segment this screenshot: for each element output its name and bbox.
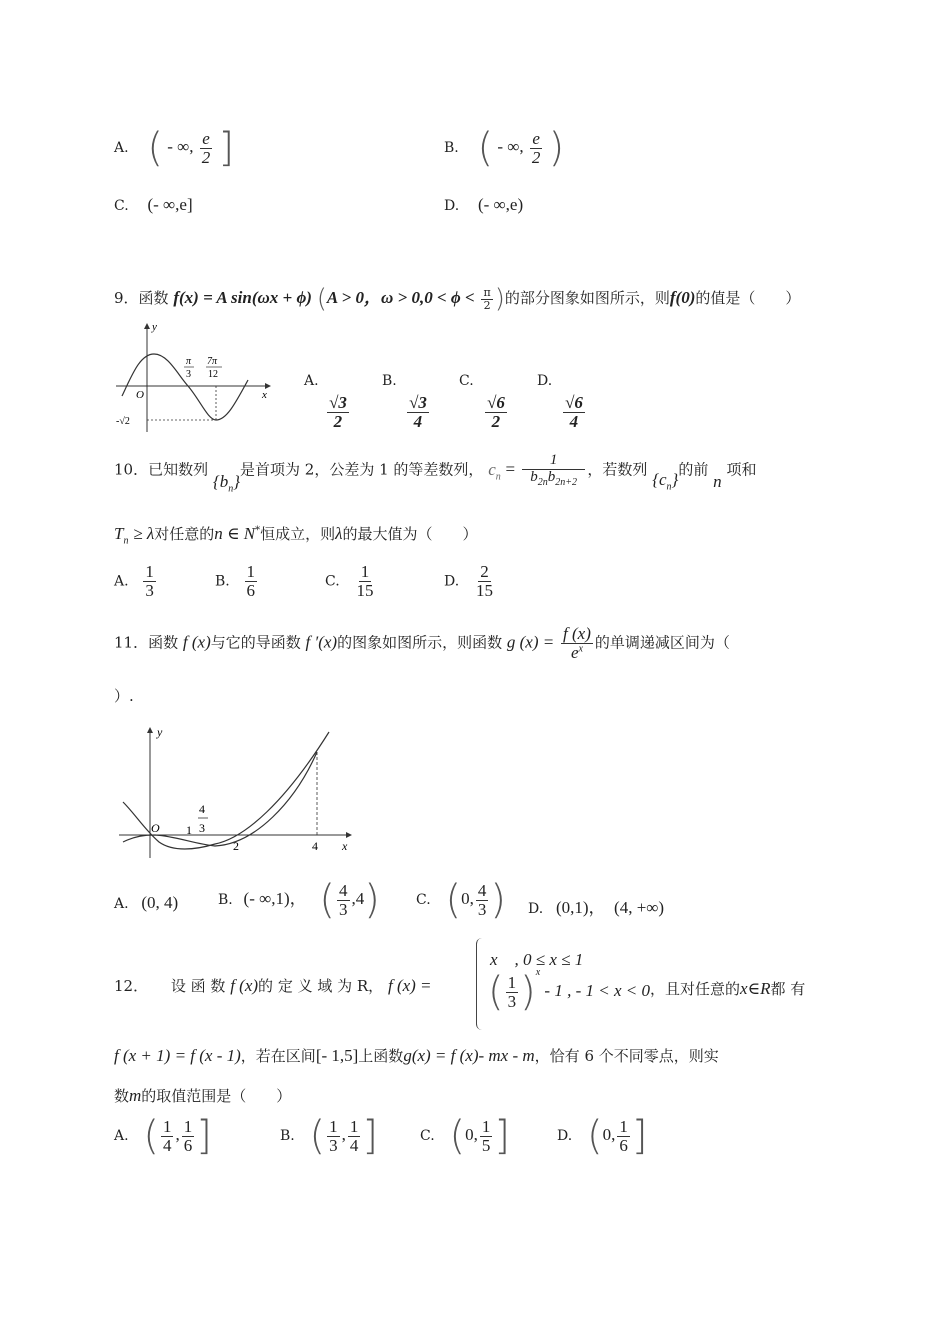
q9-stem: 9．函数 f(x) = A sin(ωx + ϕ) (A > 0，ω > 0,0 < ϕ < $\frac{\pi}{2}$ )的部分图象如图所示，则f(0)的值是（ ） — [114, 284, 801, 314]
sine-curve — [122, 354, 248, 420]
option-label: A. — [114, 139, 129, 156]
q12-case-2: ( $\frac{1}{3}$ )$^x$ - 1 , - 1 < x < 0 — [488, 967, 650, 1015]
q11-option-a[interactable]: A. (0, 4) — [114, 893, 179, 912]
q12-option-d[interactable]: D. (0, $\frac{1}{6}$ ] — [557, 1113, 648, 1159]
tick-4-3-den: 3 — [199, 821, 205, 835]
tick-4-3-num: 4 — [199, 802, 205, 816]
q10-option-b[interactable]: B. $\frac{1}{6}$ — [215, 562, 256, 600]
q12-case-1: x , 0 ≤ x ≤ 1 — [490, 950, 584, 969]
q10-option-c[interactable]: C. $\frac{1}{15}$ — [325, 562, 374, 600]
tick-2: 2 — [233, 839, 239, 853]
neg-root2-label: -√2 — [116, 416, 130, 427]
q9-option-a-label: A. — [304, 373, 319, 389]
q12-option-b[interactable]: B. ( $\frac{1}{3}$ , $\frac{1}{4}$ ] — [280, 1113, 378, 1159]
pi-over-3-num: π — [186, 356, 192, 367]
q9-option-c[interactable]: $\frac{√6}{2}$ — [487, 393, 505, 431]
tick-1: 1 — [186, 823, 192, 837]
origin-label: O — [136, 389, 144, 401]
q9-option-b[interactable]: $\frac{√3}{4}$ — [409, 393, 427, 431]
q11-stem-line2: ）. — [114, 687, 134, 705]
pi-over-3-den: 3 — [186, 369, 191, 380]
q9-option-c-label: C. — [459, 373, 474, 389]
7pi-over-12-den: 12 — [208, 369, 218, 380]
q10-stem-line2: $T_n \ge \lambda$对任意的n ∈ N*恒成立，则λ的最大值为（ ） — [114, 524, 478, 547]
q8-option-a[interactable]: A. ( - ∞, $\frac{e}{2}$ ] — [114, 125, 235, 171]
q9-option-b-label: B. — [382, 373, 397, 389]
q12-stem-line3: 数m的取值范围是（ ） — [114, 1086, 292, 1105]
q11-option-d[interactable]: D. (0,1)， (4, +∞) — [528, 898, 665, 917]
y-axis-label: y — [157, 725, 163, 739]
x-axis-label: x — [342, 839, 348, 853]
q12-stem-line1-tail: ，且对任意的x∈R都 有 — [650, 979, 806, 998]
q9-graph — [112, 320, 282, 438]
q12-option-c[interactable]: C. (0, $\frac{1}{5}$ ] — [420, 1113, 510, 1159]
q10-option-a[interactable]: A. $\frac{1}{3}$ — [114, 562, 154, 600]
q8-option-c[interactable]: C. (- ∞,e] — [114, 195, 193, 214]
q9-formula: f(x) = A sin(ωx + ϕ) — [173, 288, 312, 307]
q9-option-d-label: D. — [537, 373, 553, 389]
q10-option-d[interactable]: D. $\frac{2}{15}$ — [444, 562, 493, 600]
origin-label: O — [151, 821, 160, 835]
q9-option-a[interactable]: $\frac{√3}{2}$ — [329, 393, 347, 431]
y-axis-label: y — [152, 321, 157, 333]
7pi-over-12-num: 7π — [207, 356, 218, 367]
q11-option-c[interactable]: C. (0, $\frac{4}{3}$ ) — [416, 877, 506, 923]
q11-option-b[interactable]: B. (- ∞,1)， ( $\frac{4}{3}$ ,4) — [218, 877, 380, 923]
q12-stem-line2: f (x + 1) = f (x - 1)，若在区间[- 1,5]上函数g(x) = f (x)- mx - m，恰有 6 个不同零点，则实 — [114, 1046, 719, 1065]
q11-stem-line1: 11．函数 f (x)与它的导函数 f ′(x)的图象如图所示，则函数 g (x) = $\frac{f (x)}{e^x}$ 的单调递减区间为（ — [114, 624, 730, 662]
q12-option-a[interactable]: A. ( $\frac{1}{4}$ , $\frac{1}{6}$ ] — [114, 1113, 212, 1159]
q11-graph — [115, 722, 360, 862]
q8-option-b[interactable]: B. ( - ∞, $\frac{e}{2}$ ) — [444, 125, 565, 171]
q10-stem-line1: 10．已知数列 $\{b_n\}$是首项为 2，公差为 1 的等差数列， $c_n$ = $\frac{1}{b_{2n}b_{2n+2}}$ ，若数列 $\{c_n\}$的前 n 项和 — [114, 452, 757, 495]
q12-stem-line1: 12． 设 函 数 f (x)的 定 义 域 为 R， f (x) = — [114, 976, 432, 995]
tick-4: 4 — [312, 839, 318, 853]
x-axis-label: x — [262, 389, 267, 401]
q9-option-d[interactable]: $\frac{√6}{4}$ — [565, 393, 583, 431]
q8-option-d[interactable]: D. (- ∞,e) — [444, 195, 524, 214]
q12-piecewise-brace — [476, 938, 487, 1030]
